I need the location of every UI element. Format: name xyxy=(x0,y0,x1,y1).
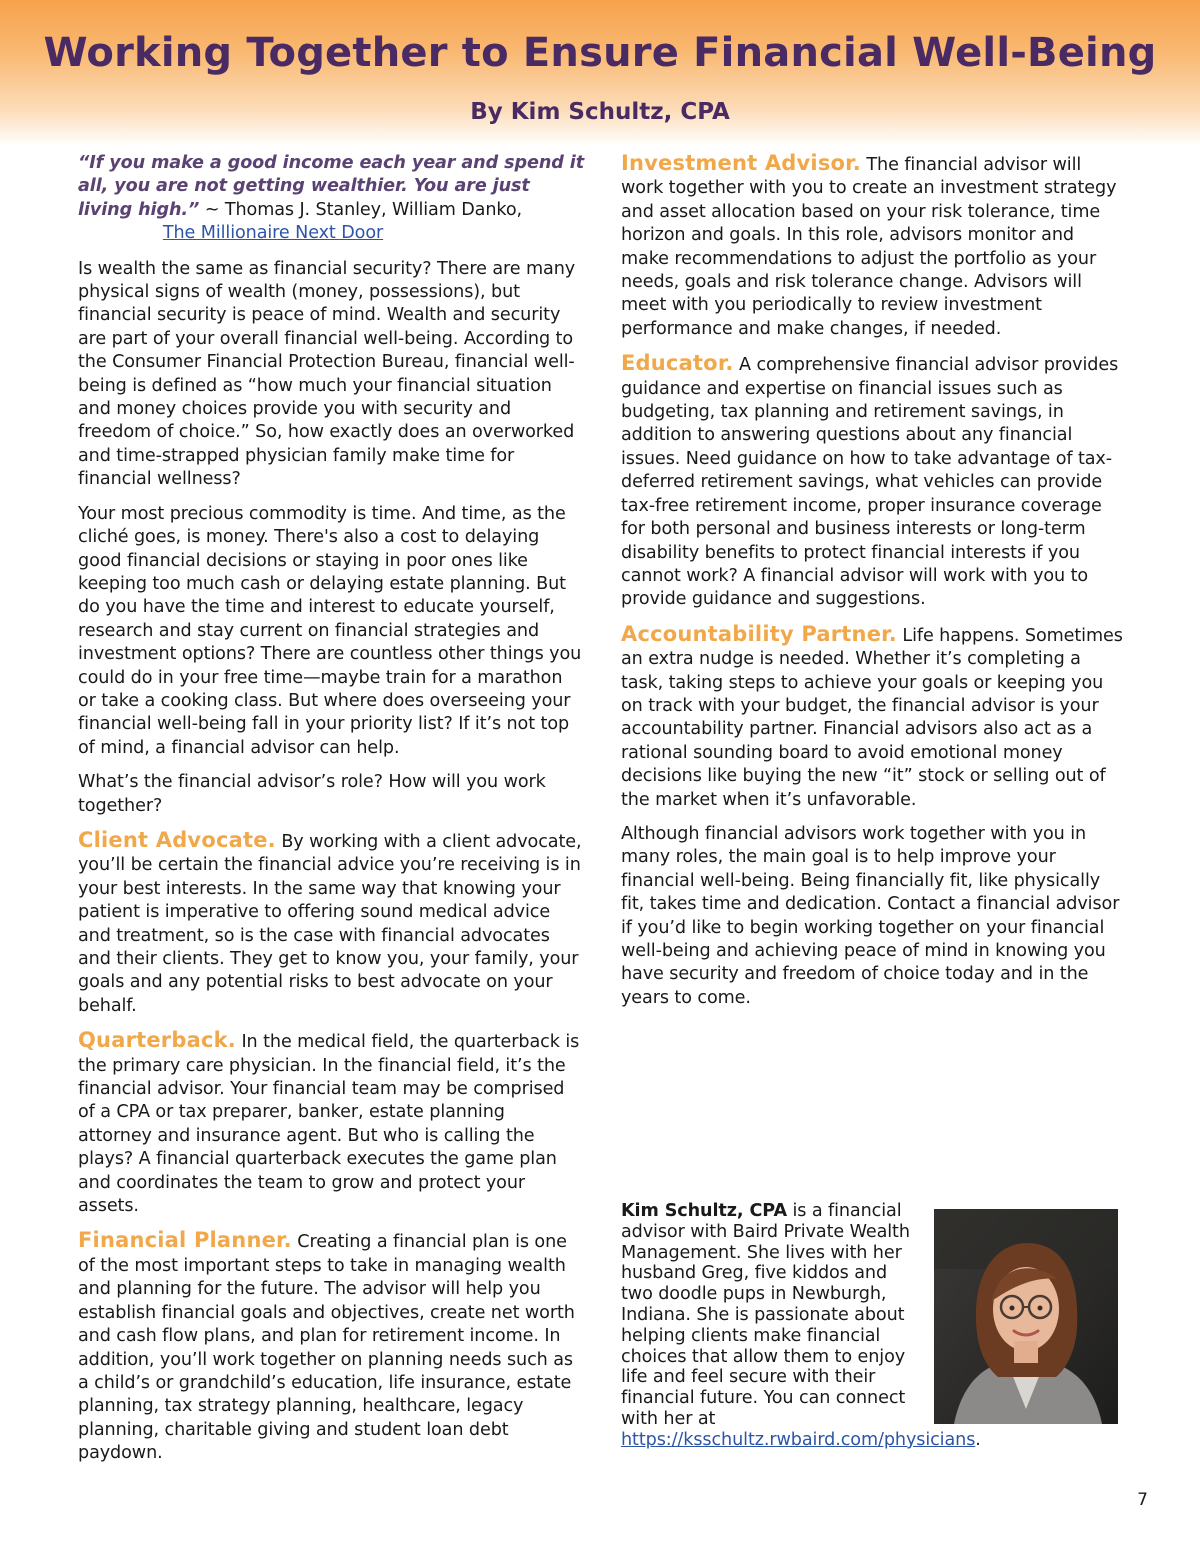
role-quarterback xyxy=(78,1029,584,1218)
right-column xyxy=(621,152,1127,1021)
role-text: The financial advisor will work together with you to create an investment strategy and asset allocation based on your risk tolerance, time horizon and goals. In this role, advisors monitor and make recommendations to adjust the portfolio as your needs, goals and risk tolerance change. Advisors will meet with you periodically to review investment performance and make changes, if needed. xyxy=(621,155,1117,339)
role-educator xyxy=(621,352,1127,611)
author-photo xyxy=(934,1209,1118,1424)
page-number: 7 xyxy=(1137,1490,1148,1510)
conclusion-paragraph: Although financial advisors work together with you in many roles, the main goal is to help improve your financial well-being. Being financially fit, like physically fit, takes time and dedication. Contact a financial advisor if you’d like to begin working together on your financial well-being and achieving peace of mind in knowing you have security and freedom of choice today and in the years to come. xyxy=(621,823,1120,1008)
bio-text: is a financial advisor with Baird Private Wealth Management. She lives with her husband Greg, five kiddos and two doodle pups in Newburgh, Indiana. She is passionate about helping clients make financial choices that allow them to enjoy life and feel secure with their financial future. You can connect with her at xyxy=(621,1201,910,1429)
intro-paragraph-1: Is wealth the same as financial security? There are many physical signs of wealth (money, possessions), but financial security is peace of mind. Wealth and security are part of your overall financial well-being. According to the Consumer Financial Protection Bureau, financial well-being is defined as “how much your financial situation and money choices provide you with security and freedom of choice.” So, how exactly does an overworked and time-strapped physician family make time for financial wellness? xyxy=(78,258,576,490)
book-link[interactable]: The Millionaire Next Door xyxy=(162,223,384,244)
author-portrait-image xyxy=(934,1209,1118,1424)
bio-link[interactable]: https://ksschultz.rwbaird.com/physicians xyxy=(621,1429,976,1450)
role-heading: Quarterback. xyxy=(78,1028,236,1053)
author-bio xyxy=(621,1201,981,1451)
role-investment-advisor xyxy=(621,152,1127,341)
role-text: Creating a financial plan is one of the most important steps to take in managing wealth and planning for the future. The advisor will help you establish financial goals and objectives, create net worth and cash flow plans, and plan for retirement income. In addition, you’ll work together on planning needs such as a child’s or grandchild’s education, life insurance, estate planning, tax strategy planning, healthcare, legacy planning, charitable giving and student loan debt paydown. xyxy=(78,1232,575,1464)
role-text: A comprehensive financial advisor provides guidance and expertise on financial issues such as budgeting, tax planning and retirement savings, in addition to answering questions about any financial issues. Need guidance on how to take advantage of tax-deferred retirement savings, what vehicles can provide tax-free retirement income, proper insurance coverage for both personal and business interests or long-term disability benefits to protect financial interests if you cannot work? A financial advisor will work with you to provide guidance and suggestions. xyxy=(621,355,1119,610)
role-text: Life happens. Sometimes an extra nudge is needed. Whether it’s completing a task, taking steps to achieve your goals or keeping you on track with your budget, the financial advisor is your accountability partner. Financial advisors also act as a rational sounding board to avoid emotional money decisions like buying the new “it” stock or selling out of the market when it’s unfavorable. xyxy=(621,625,1123,810)
role-text: By working with a client advocate, you’ll be certain the financial advice you’re receiving is in your best interests. In the same way that knowing your patient is imperative to offering sound medical advice and treatment, so is the case with financial advocates and their clients. They get to know you, your family, your goals and any potential risks to best advocate on your behalf. xyxy=(78,831,582,1016)
quote-attribution: ~ Thomas J. Stanley, William Danko, xyxy=(199,199,523,220)
role-heading: Client Advocate. xyxy=(78,827,276,852)
intro-paragraph-2: Your most precious commodity is time. And time, as the cliché goes, is money. There's also a cost to delaying good financial decisions or staying in poor ones like keeping too much cash or delaying estate planning. But do you have the time and interest to educate yourself, research and stay current on financial strategies and investment options? There are countless other things you could do in your free time—maybe train for a marathon or take a cooking class. But where does overseeing your financial well-being fall in your priority list? If it’s not top of mind, a financial advisor can help. xyxy=(78,503,582,758)
intro-paragraph-3: What’s the financial advisor’s role? How will you work together? xyxy=(78,772,546,816)
role-client-advocate xyxy=(78,829,584,1018)
bio-name: Kim Schultz, CPA xyxy=(621,1201,787,1221)
role-accountability-partner xyxy=(621,623,1127,812)
quote-text: “If you make a good income each year and spend it all, you are not getting wealthier. You are just living high.” xyxy=(78,153,585,220)
opening-quote xyxy=(78,152,584,222)
role-heading: Investment Advisor. xyxy=(621,151,861,175)
article-byline: By Kim Schultz, CPA xyxy=(470,99,730,125)
article-title: Working Together to Ensure Financial Well-Being xyxy=(43,30,1157,76)
role-heading: Financial Planner. xyxy=(78,1228,292,1253)
left-column xyxy=(78,152,584,1477)
bio-end: . xyxy=(975,1429,981,1450)
role-financial-planner xyxy=(78,1229,584,1465)
role-text: In the medical field, the quarterback is the primary care physician. In the financial field, it’s the financial advisor. Your financial team may be comprised of a CPA or tax preparer, banker, estate planning attorney and insurance agent. But who is calling the plays? A financial quarterback executes the game plan and coordinates the team to grow and protect your assets. xyxy=(78,1032,580,1217)
role-heading: Educator. xyxy=(621,351,734,376)
role-heading: Accountability Partner. xyxy=(621,621,897,646)
